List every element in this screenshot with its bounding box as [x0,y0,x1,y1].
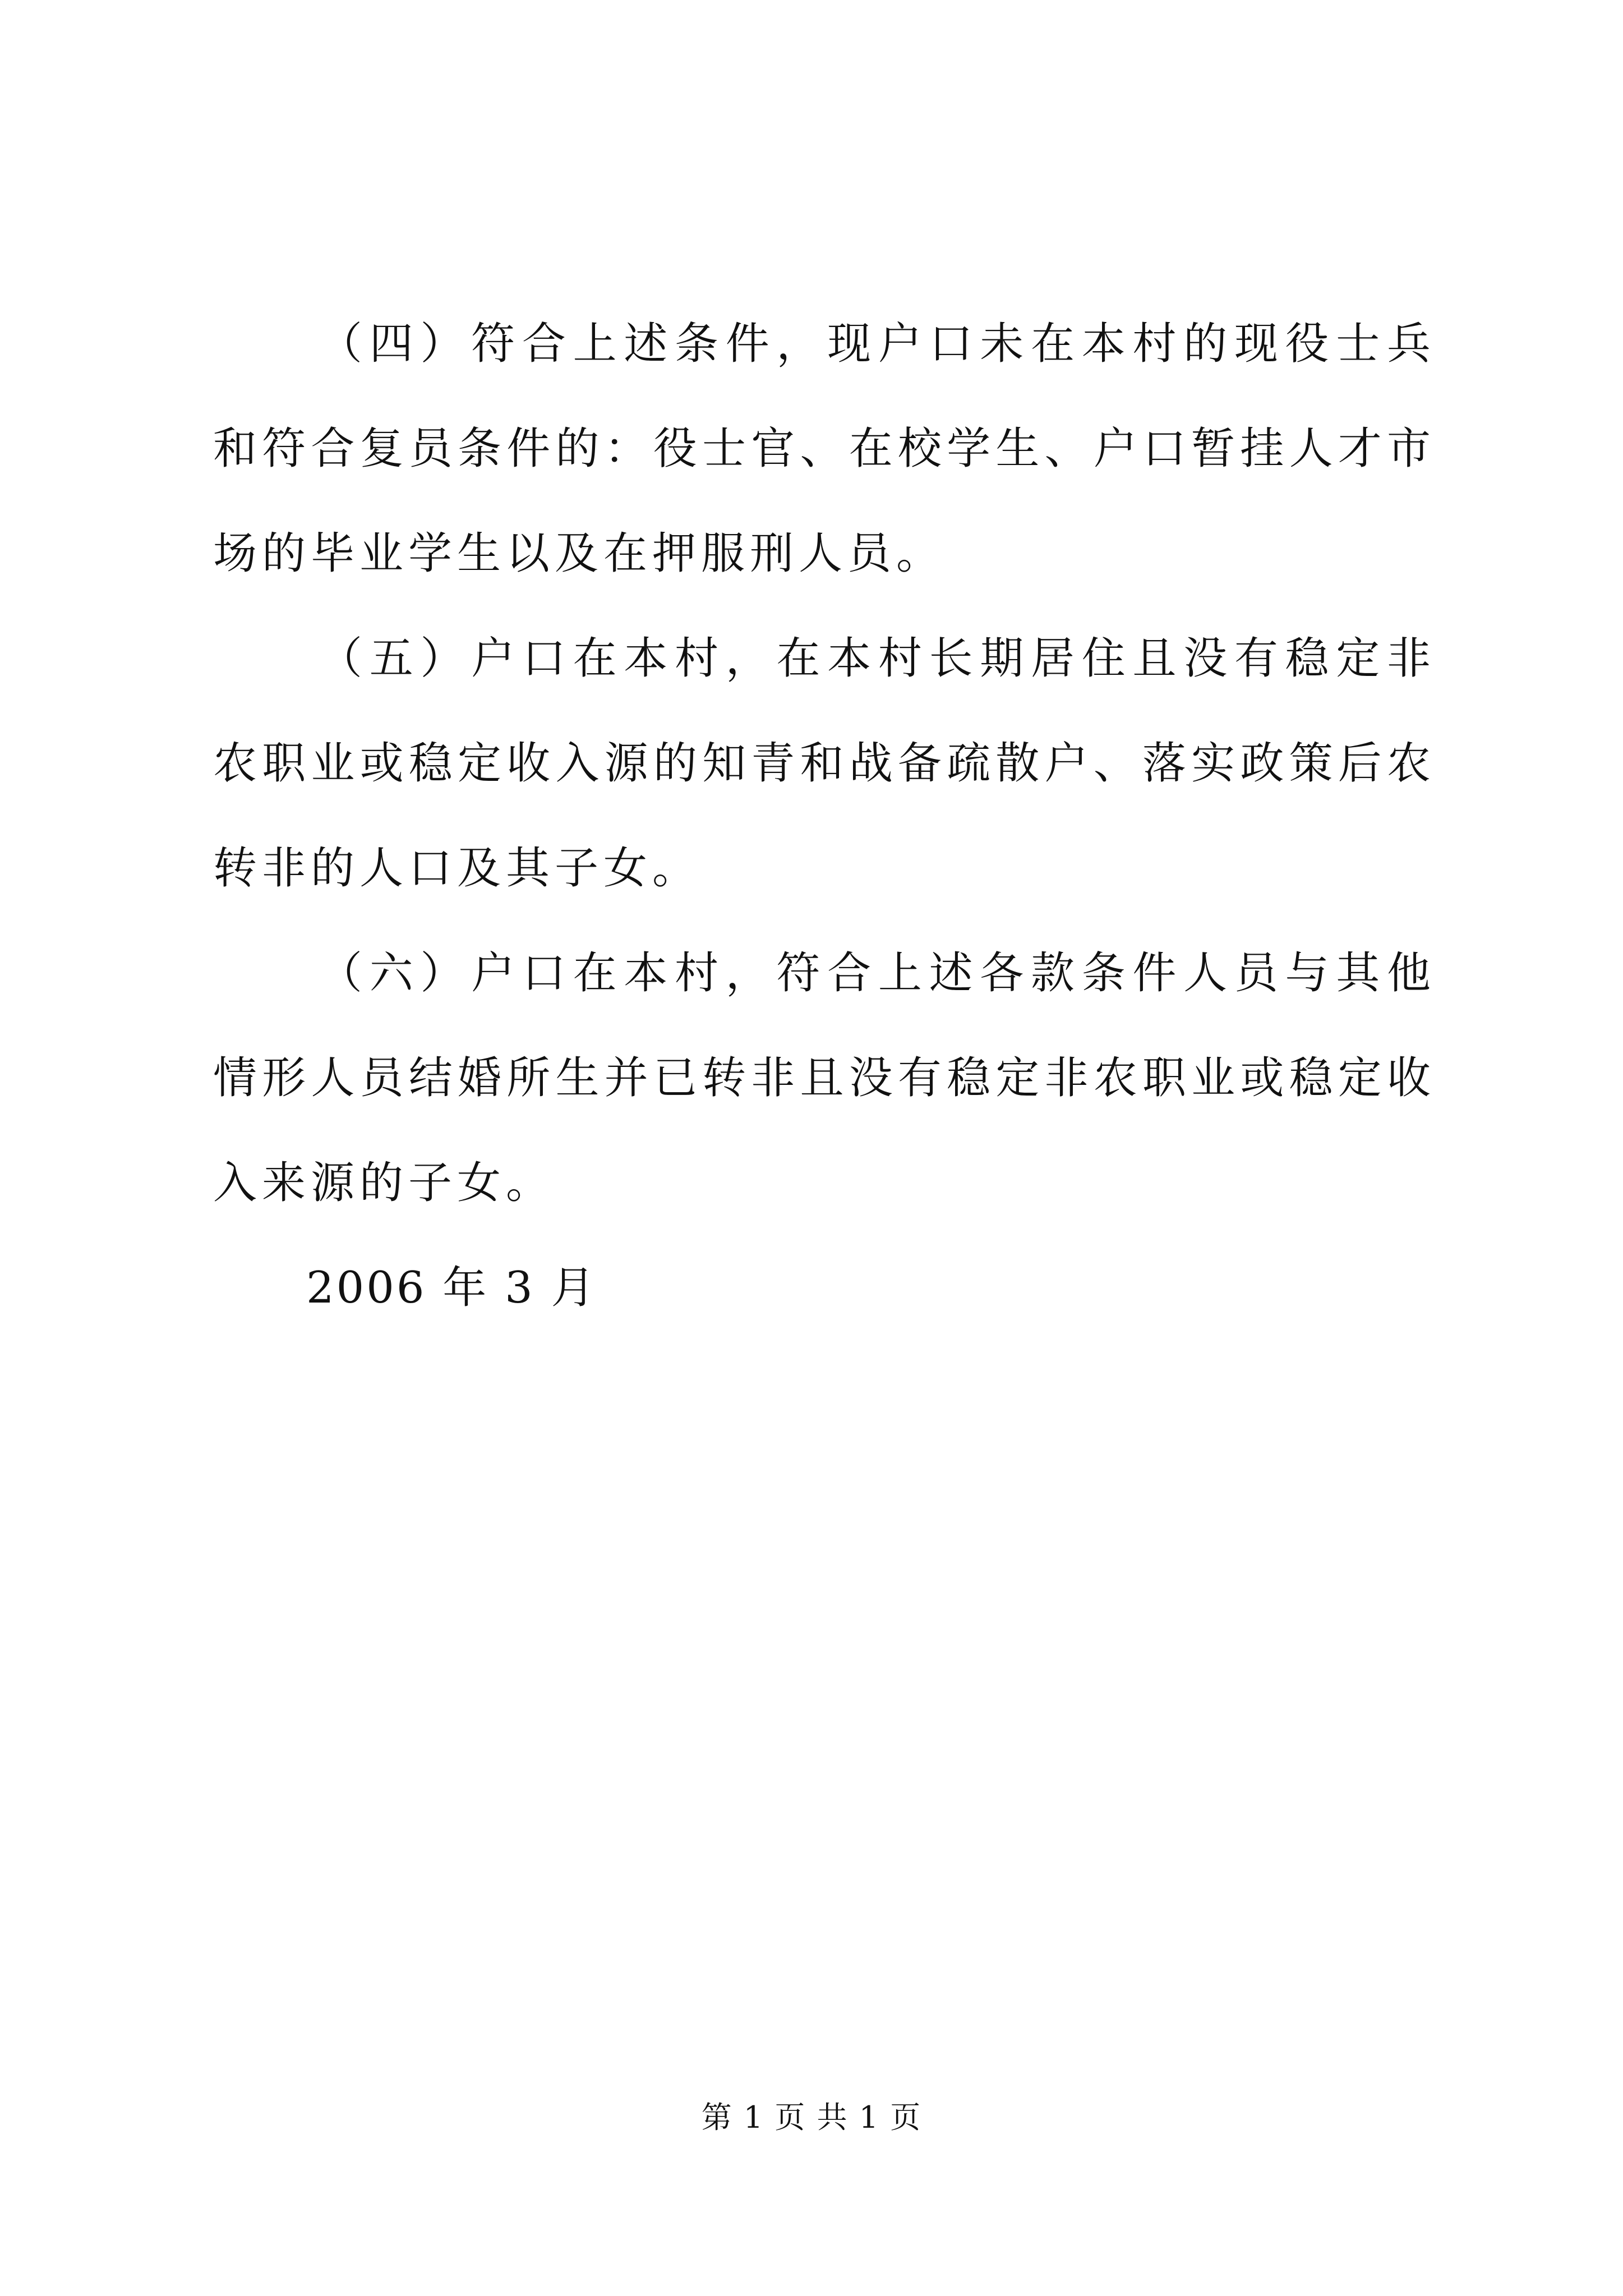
paragraph-six: （六）户口在本村，符合上述各款条件人员与其他情形人员结婚所生并已转非且没有稳定非农职业或稳定收入来源的子女。 [213,948,1436,1208]
paragraph-four: （四）符合上述条件，现户口未在本村的现役士兵和符合复员条件的：役士官、在校学生、户口暂挂人才市场的毕业学生以及在押服刑人员。 [213,319,1436,579]
document-body [213,292,1436,1341]
page-footer: 第 1 页 共 1 页 [701,2100,922,2135]
paragraph-five: （五）户口在本村，在本村长期居住且没有稳定非农职业或稳定收入源的知青和战备疏散户、落实政策后农转非的人口及其子女。 [213,633,1436,894]
document-date: 2006 年 3 月 [306,1263,597,1313]
